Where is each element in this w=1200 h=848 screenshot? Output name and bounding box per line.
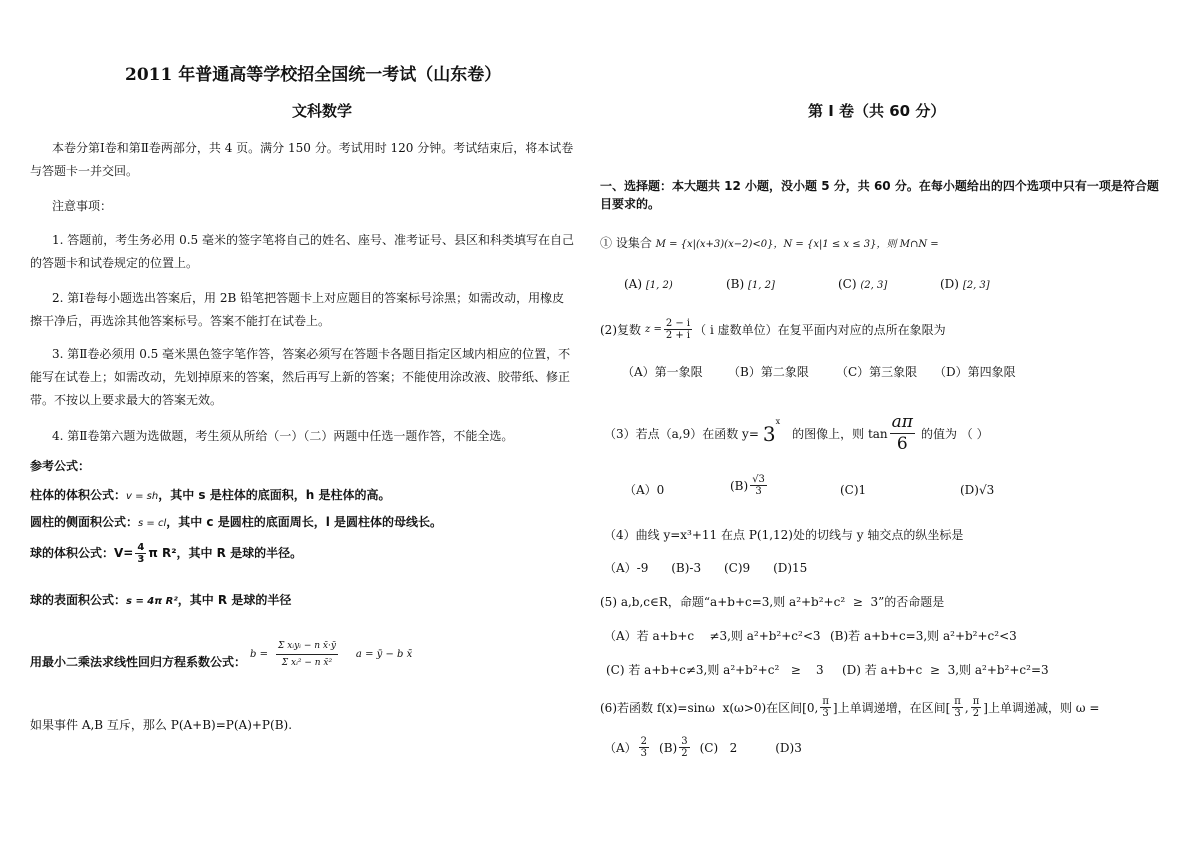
formula-regression-label: 用最小二乘法求线性回归方程系数公式： <box>30 655 247 669</box>
fraction <box>639 736 649 759</box>
numerator: √3 <box>752 474 765 485</box>
option-label: (D) <box>960 483 979 497</box>
power-exponent: x <box>775 417 781 426</box>
denominator: 2 <box>972 708 980 719</box>
question-text: ]上单调递增，在区间[ <box>832 700 951 715</box>
question-expr: z = <box>645 323 662 335</box>
q2-option-d: （D）第四象限 <box>934 365 1016 379</box>
formula-text: π R²，其中 R 是球的半径。 <box>148 546 303 560</box>
fraction <box>971 696 982 719</box>
denominator: 3 <box>640 748 648 759</box>
question-text: （ i 虚数单位）在复平面内对应的点所在象限为 <box>694 322 946 337</box>
q3-option-c: (C)1 <box>840 483 867 497</box>
option-value: √3 <box>978 483 995 497</box>
formula-text: ，其中 R 是球的半径 <box>177 593 292 607</box>
denominator: 2 <box>681 748 688 759</box>
denominator: 3 <box>137 554 145 565</box>
question-lead: (2)复数 <box>600 322 641 337</box>
q5-option-a: （A）若 a+b+c ≠3,则 a²+b²+c²<3 <box>604 629 821 643</box>
formula-label: 球的表面积公式： <box>30 593 127 607</box>
numerator: 2 <box>640 736 648 747</box>
q1-option-c <box>838 276 887 294</box>
question-1 <box>600 235 939 253</box>
section-1-line-1: 一、选择题：本大题共 12 小题，没小题 5 分，共 60 分。在每小题给出的四个选项中只有一项是符合题 <box>600 179 1159 193</box>
q4-options: （A）-9 (B)-3 (C)9 (D)15 <box>604 561 808 575</box>
formula-probability: 如果事件 A,B 互斥，那么 P(A+B)=P(A)+P(B). <box>30 718 293 732</box>
formula-label: 圆柱的侧面积公式： <box>30 515 139 529</box>
q5-option-b: (B)若 a+b+c=3,则 a²+b²+c²<3 <box>830 629 1017 643</box>
option-label: (B) <box>726 277 745 291</box>
q2-option-c: （C）第三象限 <box>836 365 918 379</box>
section-1-line-2: 目要求的。 <box>600 197 661 211</box>
q2-option-b: （B）第二象限 <box>728 365 809 379</box>
q2-option-a: （A）第一象限 <box>622 365 703 379</box>
question-text: 的图像上，则 tan <box>792 426 888 441</box>
formula-regression <box>250 638 412 671</box>
formula-cylinder-volume <box>30 487 390 505</box>
option-label: (C) <box>838 277 857 291</box>
q1-option-d <box>940 276 990 294</box>
fraction <box>135 542 146 565</box>
numerator: π <box>954 696 961 707</box>
q5-option-c: (C) 若 a+b+c≠3,则 a²+b²+c² ≥ 3 <box>606 663 824 677</box>
option-value: (2, 3] <box>860 280 888 291</box>
question-text: ]上单调递减，则 ω = <box>983 700 1100 715</box>
formulas-heading: 参考公式： <box>30 459 91 473</box>
option-value: [1, 2) <box>645 280 673 291</box>
numerator: 4 <box>137 542 145 553</box>
q6-option-a <box>604 736 651 759</box>
question-5: (5) a,b,c∈R，命题“a+b+c=3,则 a²+b²+c² ≥ 3”的否命题是 <box>600 595 945 609</box>
formula-text: ，其中 s 是柱体的底面积，h 是柱体的高。 <box>158 488 391 502</box>
part-title: 第 I 卷（共 60 分） <box>808 102 946 120</box>
q6-option-b <box>659 736 692 759</box>
power-base: 3 <box>762 421 776 446</box>
formula-cylinder-side <box>30 514 442 532</box>
option-label: (D) <box>940 277 959 291</box>
note-3-line-1: 3. 第Ⅱ卷必须用 0.5 毫米黑色签字笔作答，答案必须写在答题卡各题目指定区域内相应的位置，不 <box>52 347 571 361</box>
subject-title: 文科数学 <box>292 102 353 120</box>
q6-option-c: (C) 2 <box>699 740 738 755</box>
question-2 <box>600 318 946 341</box>
question-expr: M = {x|(x+3)(x−2)<0}，N = {x|1 ≤ x ≤ 3}，则 M∩N = <box>655 239 939 250</box>
numerator: aπ <box>891 412 913 432</box>
numerator: 3 <box>681 736 688 747</box>
intro-line-2: 与答题卡一并交回。 <box>30 164 139 178</box>
fraction <box>952 696 963 719</box>
note-2-line-1: 2. 第Ⅰ卷每小题选出答案后，用 2B 铅笔把答题卡上对应题目的答案标号涂黑；如需改动，用橡皮 <box>52 291 565 305</box>
question-lead: ① 设集合 <box>600 236 652 250</box>
q1-option-b <box>726 276 775 294</box>
note-3-line-3: 带。不按以上要求最大的答案无效。 <box>30 393 223 407</box>
option-value: [2, 3] <box>962 280 990 291</box>
fraction <box>750 474 767 497</box>
fraction <box>890 412 915 455</box>
question-6 <box>600 696 1099 719</box>
note-1-line-1: 1. 答题前，考生务必用 0.5 毫米的签字笔将自己的姓名、座号、准考证号、县区和科类填写在自己 <box>52 233 574 247</box>
numerator: 2 − i <box>665 318 691 329</box>
formula-label: 柱体的体积公式： <box>30 488 127 502</box>
denominator: 3 <box>755 486 762 497</box>
question-text: （3）若点（a,9）在函数 y= <box>604 426 759 441</box>
formula-expr: v = sh <box>126 491 159 502</box>
denominator: 3 <box>822 708 829 719</box>
comma: , <box>964 700 969 715</box>
option-label: (A) <box>624 277 643 291</box>
question-text: 的值为 （ ） <box>920 426 989 441</box>
numerator: Σ xᵢyᵢ − n x̄·ȳ <box>276 638 338 655</box>
numerator: π <box>822 696 829 707</box>
option-label: (B) <box>659 740 678 755</box>
formula-label: 球的体积公式：V= <box>30 546 134 560</box>
option-label: （A） <box>604 740 637 755</box>
fraction <box>679 736 689 759</box>
option-label: (B) <box>730 478 749 493</box>
q1-option-a <box>624 276 673 294</box>
formula-text: ，其中 c 是圆柱的底面周长，l 是圆柱体的母线长。 <box>166 515 443 529</box>
question-3 <box>604 412 989 455</box>
note-3-line-2: 能写在试卷上；如需改动，先划掉原来的答案，然后再写上新的答案；不能使用涂改液、胶带纸、修正 <box>30 370 571 384</box>
question-text: (6)若函数 f(x)=sinω x(ω>0)在区间[0, <box>600 700 819 715</box>
denominator: Σ xᵢ² − n x̄² <box>281 658 333 668</box>
denominator: 2 + i <box>665 330 691 341</box>
fraction <box>820 696 831 719</box>
denominator: 6 <box>896 434 908 454</box>
formula-expr: s = cl <box>138 518 167 529</box>
q6-options <box>604 736 802 759</box>
formula-expr: s = 4π R² <box>126 596 178 607</box>
q3-option-a: （A）0 <box>624 483 665 497</box>
q3-option-b <box>730 474 769 497</box>
note-2-line-2: 擦干净后，再选涂其他答案标号。答案不能打在试卷上。 <box>30 314 331 328</box>
fraction <box>276 638 338 671</box>
formula-sphere-surface <box>30 592 291 610</box>
numerator: π <box>972 696 980 707</box>
exam-title: 2011 年普通高等学校招全国统一考试（山东卷） <box>125 65 502 85</box>
coef-b: b = <box>250 649 268 660</box>
note-4: 4. 第Ⅱ卷第六题为选做题，考生须从所给（一）（二）两题中任选一题作答，不能全选。 <box>52 429 514 443</box>
q5-option-d: (D) 若 a+b+c ≥ 3,则 a²+b²+c²=3 <box>842 663 1049 677</box>
note-1-line-2: 的答题卡和试卷规定的位置上。 <box>30 256 199 270</box>
notes-heading: 注意事项： <box>52 199 113 213</box>
denominator: 3 <box>954 708 961 719</box>
q3-option-d <box>960 482 994 498</box>
coef-a: a = ȳ − b x̄ <box>355 649 413 660</box>
intro-line-1: 本卷分第Ⅰ卷和第Ⅱ卷两部分，共 4 页。满分 150 分。考试用时 120 分钟。考试结束后，将本试卷 <box>52 141 574 155</box>
fraction <box>664 318 692 341</box>
question-4: （4）曲线 y=x³+11 在点 P(1,12)处的切线与 y 轴交点的纵坐标是 <box>604 528 964 542</box>
formula-sphere-volume <box>30 542 302 565</box>
q6-option-d: (D)3 <box>775 740 802 755</box>
option-value: [1, 2] <box>748 280 775 291</box>
